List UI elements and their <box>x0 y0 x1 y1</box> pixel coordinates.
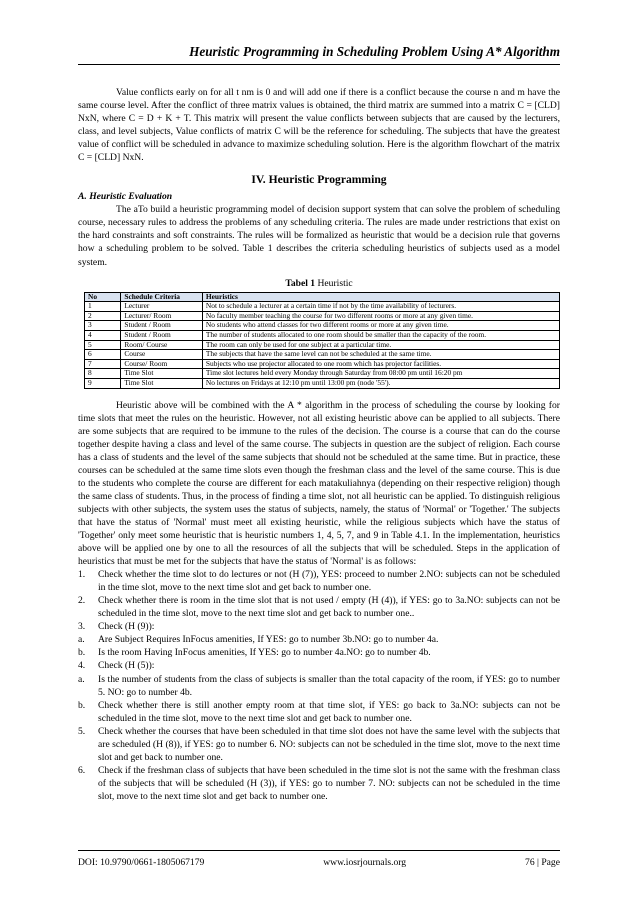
list-marker: 5. <box>78 725 86 737</box>
cell-no: 6 <box>85 350 121 360</box>
list-item <box>78 699 560 725</box>
list-marker: b. <box>78 699 86 711</box>
list-text: Check whether there is still another empty room at that time slot, if YES: go back to 3a.NO: subjects can not be scheduled in the time slot, move to the next time slot and get back to number one. <box>98 699 560 724</box>
list-text: Are Subject Requires InFocus amenities, If YES: go to number 3b.NO: go to number 4a. <box>98 634 439 646</box>
table-caption <box>78 277 560 290</box>
heuristic-table <box>84 292 560 389</box>
cell-heuristic: Not to schedule a lecturer at a certain time if not by the time availability of lecturers. <box>202 302 559 312</box>
cell-no: 5 <box>85 340 121 350</box>
list-item <box>78 633 560 646</box>
list-item <box>78 568 560 594</box>
cell-criteria: Course <box>121 350 203 360</box>
list-marker: 6. <box>78 764 86 776</box>
list-text: Check whether the courses that have been scheduled in that time slot does not have the same level with the subjects that are scheduled (H (8)), if YES: go to number 6. NO: subjects can not be scheduled in the time slot, move to the next time slot and get back to number one. <box>98 725 560 763</box>
list-marker: a. <box>78 634 85 646</box>
cell-no: 9 <box>85 378 121 388</box>
table-caption-text: Heuristic <box>315 277 353 289</box>
cell-no: 1 <box>85 302 121 312</box>
cell-criteria: Student / Room <box>121 330 203 340</box>
subsection-title: A. Heuristic Evaluation <box>78 191 173 203</box>
list-item <box>78 659 560 672</box>
list-marker: b. <box>78 647 86 659</box>
list-item <box>78 646 560 659</box>
cell-no: 8 <box>85 369 121 379</box>
list-text: Check if the freshman class of subjects that have been scheduled in the time slot is not the same with the freshman class of the subjects that will be scheduled (H (3)), if YES: go to number 7. NO: subjects can not be scheduled in the time slot, move to the next time slot and get back to number one. <box>98 764 560 802</box>
list-item <box>78 725 560 764</box>
table-row <box>85 369 560 379</box>
table-caption-label: Tabel 1 <box>285 277 316 289</box>
list-marker: a. <box>78 673 85 685</box>
cell-heuristic: Subjects who use projector allocated to one room which has projector facilities. <box>202 359 559 369</box>
cell-criteria: Time Slot <box>121 369 203 379</box>
section-title: IV. Heuristic Programming <box>251 173 387 187</box>
cell-no: 4 <box>85 330 121 340</box>
cell-criteria: Lecturer/ Room <box>121 311 203 321</box>
after-table-paragraph: Heuristic above will be combined with the A * algorithm in the process of scheduling the course by looking for time slots that meet the rules on the heuristic. However, not all existing heuristic above can be applied to all subjects. There are some subjects that are required to be immune to the rules of the decision. The course is a course that can do the course together despite having a class and level of the same course. The subjects in question are the subject of religion. Each course has a class of students and the level of the same subjects that should not be scheduled at the same time. But in practice, these courses can be scheduled at the same time slots even though the freshman class and the level of the same course. This is due to the students who complete the course are different for each matakuliahnya (depending on their respective religion) though the same class of students. Thus, in the process of finding a time slot, not all heuristic can be applied. To distinguish religious subjects with other subjects, the system uses the status of subjects, namely, the status of 'Normal' or 'Together.' The subjects that have the status of 'Normal' must meet all existing heuristic, while the religious subjects which have the status of 'Together' only meet some heuristic that is heuristic numbers 1, 4, 5, 7, and 9 in Table 4.1. In the implementation, heuristics above will be applied one by one to all the resources of all the subjects that will be scheduled. Steps in the application of heuristics that must be met for the subjects that have the status of 'Normal' is as follows: <box>78 399 560 568</box>
col-header-no: No <box>85 292 121 302</box>
footer-page-number: 76 | Page <box>525 857 560 868</box>
list-marker: 1. <box>78 569 86 581</box>
intro-paragraph: Value conflicts early on for all t nm is 0 and will add one if there is a conflict because the course n and m have the same course level. After the conflict of three matrix values is obtained, the third matrix are summed into a matrix C = [CLD] NxN, where C = D + K + T. This matrix will present the value conflicts between subjects that are caused by the lecturers, class, and level subjects, Value conflicts of matrix C will be the reference for scheduling. The subjects that have the greatest value of conflict will be scheduled in advance to maximize scheduling solution. Here is the algorithm flowchart of the matrix C = [CLD] NxN. <box>78 87 560 164</box>
list-item <box>78 594 560 620</box>
list-text: Check (H (5)): <box>98 660 155 672</box>
table-row <box>85 330 560 340</box>
list-item <box>78 764 560 803</box>
list-item <box>78 620 560 633</box>
footer-doi: DOI: 10.9790/0661-1805067179 <box>78 857 205 868</box>
cell-heuristic: The subjects that have the same level can not be scheduled at the same time. <box>202 350 559 360</box>
page-body <box>78 86 560 803</box>
cell-criteria: Time Slot <box>121 378 203 388</box>
cell-heuristic: No students who attend classes for two different rooms or more at any given time. <box>202 321 559 331</box>
list-marker: 3. <box>78 621 86 633</box>
col-header-criteria: Schedule Criteria <box>121 292 203 302</box>
list-text: Check whether there is room in the time slot that is not used / empty (H (4)), if YES: go to 3a.NO: subjects can not be scheduled in the time slot, move to the next time slot and get back to number one.. <box>98 595 560 620</box>
cell-criteria: Lecturer <box>121 302 203 312</box>
table-row <box>85 378 560 388</box>
list-marker: 4. <box>78 660 86 672</box>
list-marker: 2. <box>78 595 86 607</box>
cell-no: 2 <box>85 311 121 321</box>
list-text: Check whether the time slot to do lectures or not (H (7)), YES: proceed to number 2.NO: subjects can not be scheduled in the time slot, move to the next time slot and get back to number one. <box>98 569 560 594</box>
cell-heuristic: No lectures on Fridays at 12:10 pm until 13:00 pm (node '55'). <box>202 378 559 388</box>
list-item <box>78 673 560 699</box>
cell-criteria: Student / Room <box>121 321 203 331</box>
cell-heuristic: The room can only be used for one subject at a particular time. <box>202 340 559 350</box>
cell-heuristic: The number of students allocated to one room should be smaller than the capacity of the room. <box>202 330 559 340</box>
table-row <box>85 302 560 312</box>
table-row <box>85 350 560 360</box>
page-footer <box>78 850 560 868</box>
cell-criteria: Course/ Room <box>121 359 203 369</box>
cell-criteria: Room/ Course <box>121 340 203 350</box>
cell-no: 7 <box>85 359 121 369</box>
list-text: Is the number of students from the class of subjects is smaller than the total capacity of the room, if YES: go to number 5. NO: go to number 4b. <box>98 673 560 698</box>
list-text: Check (H (9)): <box>98 621 155 633</box>
footer-site: www.iosrjournals.org <box>323 857 407 868</box>
cell-no: 3 <box>85 321 121 331</box>
steps-list <box>78 568 560 803</box>
cell-heuristic: No faculty member teaching the course for two different rooms or more at any given time. <box>202 311 559 321</box>
section-paragraph: The aTo build a heuristic programming model of decision support system that can solve the problem of scheduling course, necessary rules to address the problems of any scheduling criteria. The rules are made under restrictions that exist on the hard constraints and soft constraints. The rules will be formalized as heuristic that would be a decision rule that governs how a scheduling problem to be solved. Table 1 describes the criteria scheduling heuristics of subjects used as a model system. <box>78 204 560 268</box>
list-text: Is the room Having InFocus amenities, If YES: go to number 4a.NO: go to number 4b. <box>98 647 431 659</box>
cell-heuristic: Time slot lectures held every Monday through Saturday from 08:00 pm until 16:20 pm <box>202 369 559 379</box>
running-header: Heuristic Programming in Scheduling Problem Using A* Algorithm <box>78 40 560 65</box>
col-header-heuristics: Heuristics <box>202 292 559 302</box>
